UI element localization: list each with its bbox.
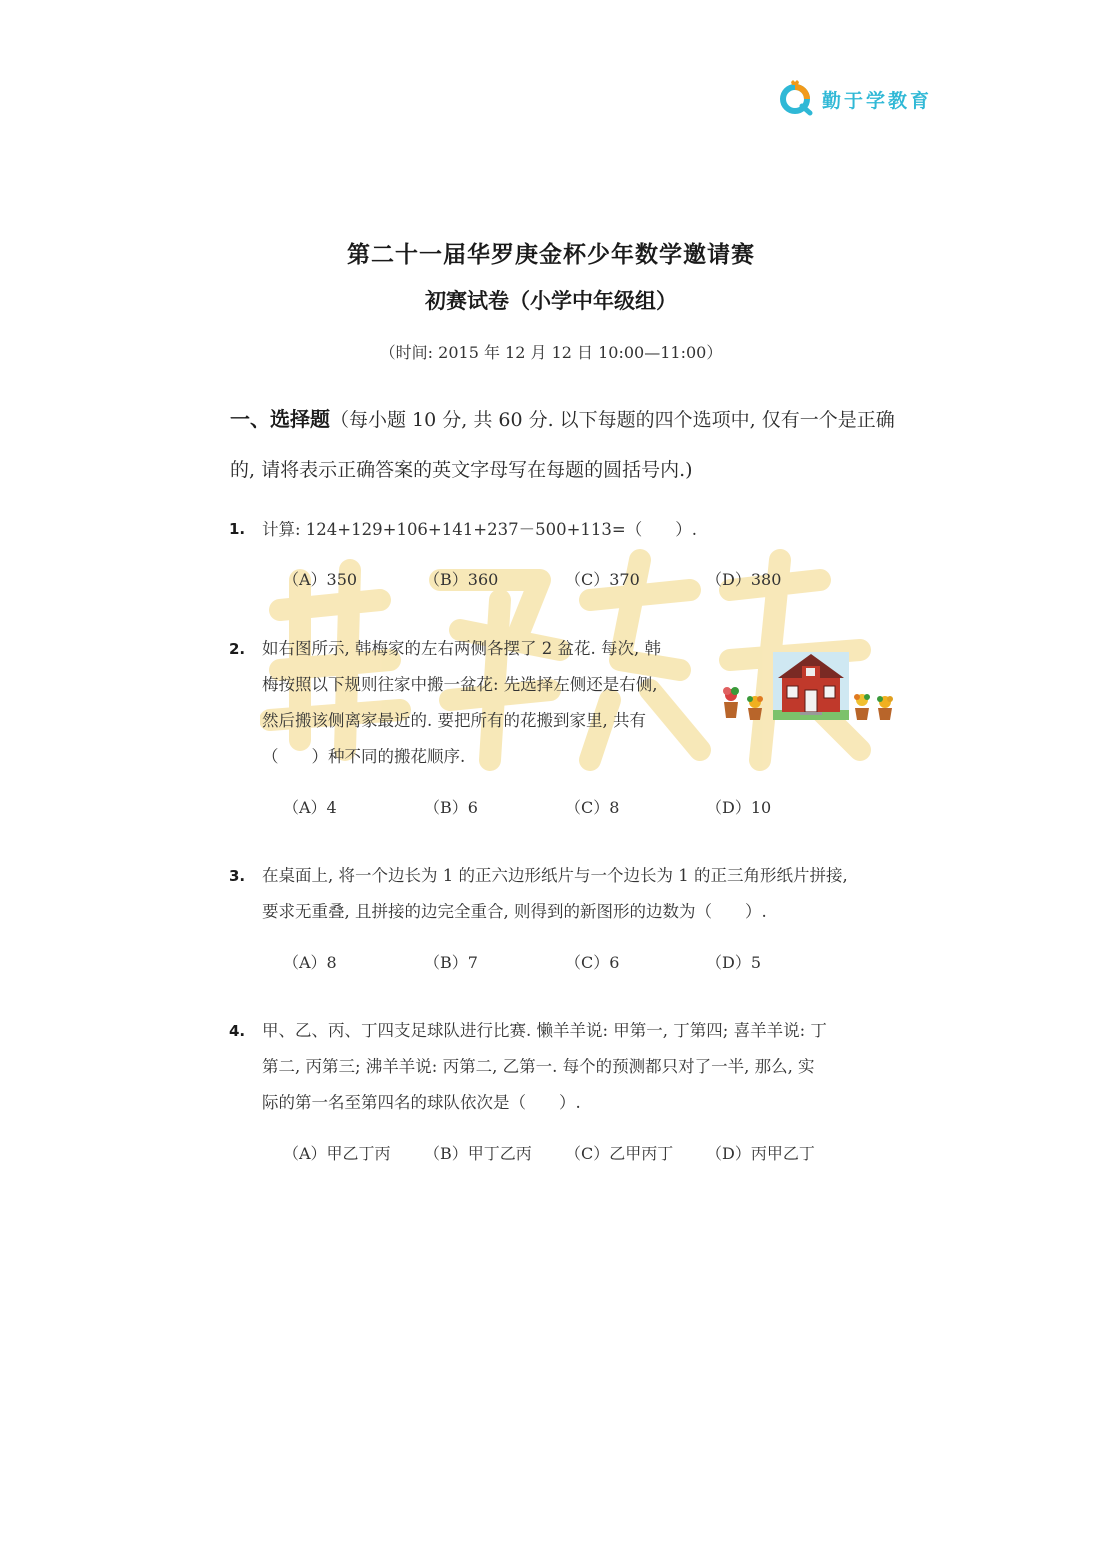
house-flowers-illustration: [718, 648, 900, 724]
question-2-option-c: （C）8: [565, 798, 620, 817]
question-3-option-d: （D）5: [706, 953, 762, 972]
question-3-number: 3.: [229, 867, 246, 885]
question-4-line-2: 第二, 丙第三; 沸羊羊说: 丙第二, 乙第一. 每个的预测都只对了一半, 那么, 实: [262, 1057, 815, 1076]
exam-subtitle: 初赛试卷（小学中年级组）: [425, 289, 677, 313]
question-4-number: 4.: [229, 1022, 246, 1040]
flower-pot-left-1: [723, 687, 739, 718]
question-1-option-b: （B）360: [424, 570, 499, 589]
house: [773, 652, 849, 720]
question-4-line-1: 甲、乙、丙、丁四支足球队进行比赛. 懒羊羊说: 甲第一, 丁第四; 喜羊羊说: 丁: [262, 1021, 827, 1040]
flower-pot-right-1: [854, 694, 870, 720]
question-1-option-a: （A）350: [283, 570, 358, 589]
question-2-line-4: （ ）种不同的搬花顺序.: [262, 747, 466, 766]
question-2-line-3: 然后搬该侧离家最近的. 要把所有的花搬到家里, 共有: [262, 711, 646, 730]
flower-pot-left-2: [747, 696, 763, 720]
question-2-number: 2.: [229, 640, 246, 658]
question-4-option-a: （A）甲乙丁丙: [283, 1144, 391, 1163]
question-2-line-1: 如右图所示, 韩梅家的左右两侧各摆了 2 盆花. 每次, 韩: [262, 639, 661, 658]
exam-title: 第二十一届华罗庚金杯少年数学邀请赛: [347, 242, 755, 268]
question-3-line-2: 要求无重叠, 且拼接的边完全重合, 则得到的新图形的边数为（ ）.: [262, 902, 767, 921]
question-2-option-d: （D）10: [706, 798, 772, 817]
question-2-option-a: （A）4: [283, 798, 337, 817]
question-4-option-d: （D）丙甲乙丁: [706, 1144, 815, 1163]
question-1-option-c: （C）370: [565, 570, 640, 589]
question-1-option-d: （D）380: [706, 570, 782, 589]
question-1-text: 计算: 124+129+106+141+237－500+113=（ ）.: [262, 520, 697, 539]
question-2-option-b: （B）6: [424, 798, 478, 817]
question-1-number: 1.: [229, 520, 246, 538]
question-4-line-3: 际的第一名至第四名的球队依次是（ ）.: [262, 1093, 581, 1112]
section-heading: 一、选择题: [230, 407, 330, 431]
question-3-option-c: （C）6: [565, 953, 620, 972]
section-instructions: （每小题 10 分, 共 60 分. 以下每题的四个选项中, 仅有一个是正确的, 请将表示正确答案的英文字母写在每题的圆括号内.): [230, 409, 895, 481]
brand-logo: [778, 80, 948, 116]
exam-time: （时间: 2015 年 12 月 12 日 10:00—11:00）: [379, 343, 723, 362]
brand-name: 勤于学教育: [822, 90, 933, 112]
question-2-line-2: 梅按照以下规则往家中搬一盆花: 先选择左侧还是右侧,: [262, 675, 658, 694]
question-3-option-a: （A）8: [283, 953, 337, 972]
question-4-option-c: （C）乙甲丙丁: [565, 1144, 674, 1163]
logo-q-icon: [778, 80, 818, 116]
question-3-option-b: （B）7: [424, 953, 478, 972]
flower-pot-right-2: [877, 696, 893, 720]
question-3-line-1: 在桌面上, 将一个边长为 1 的正六边形纸片与一个边长为 1 的正三角形纸片拼接,: [262, 866, 848, 885]
question-4-option-b: （B）甲丁乙丙: [424, 1144, 532, 1163]
section-heading-block: [230, 394, 910, 495]
